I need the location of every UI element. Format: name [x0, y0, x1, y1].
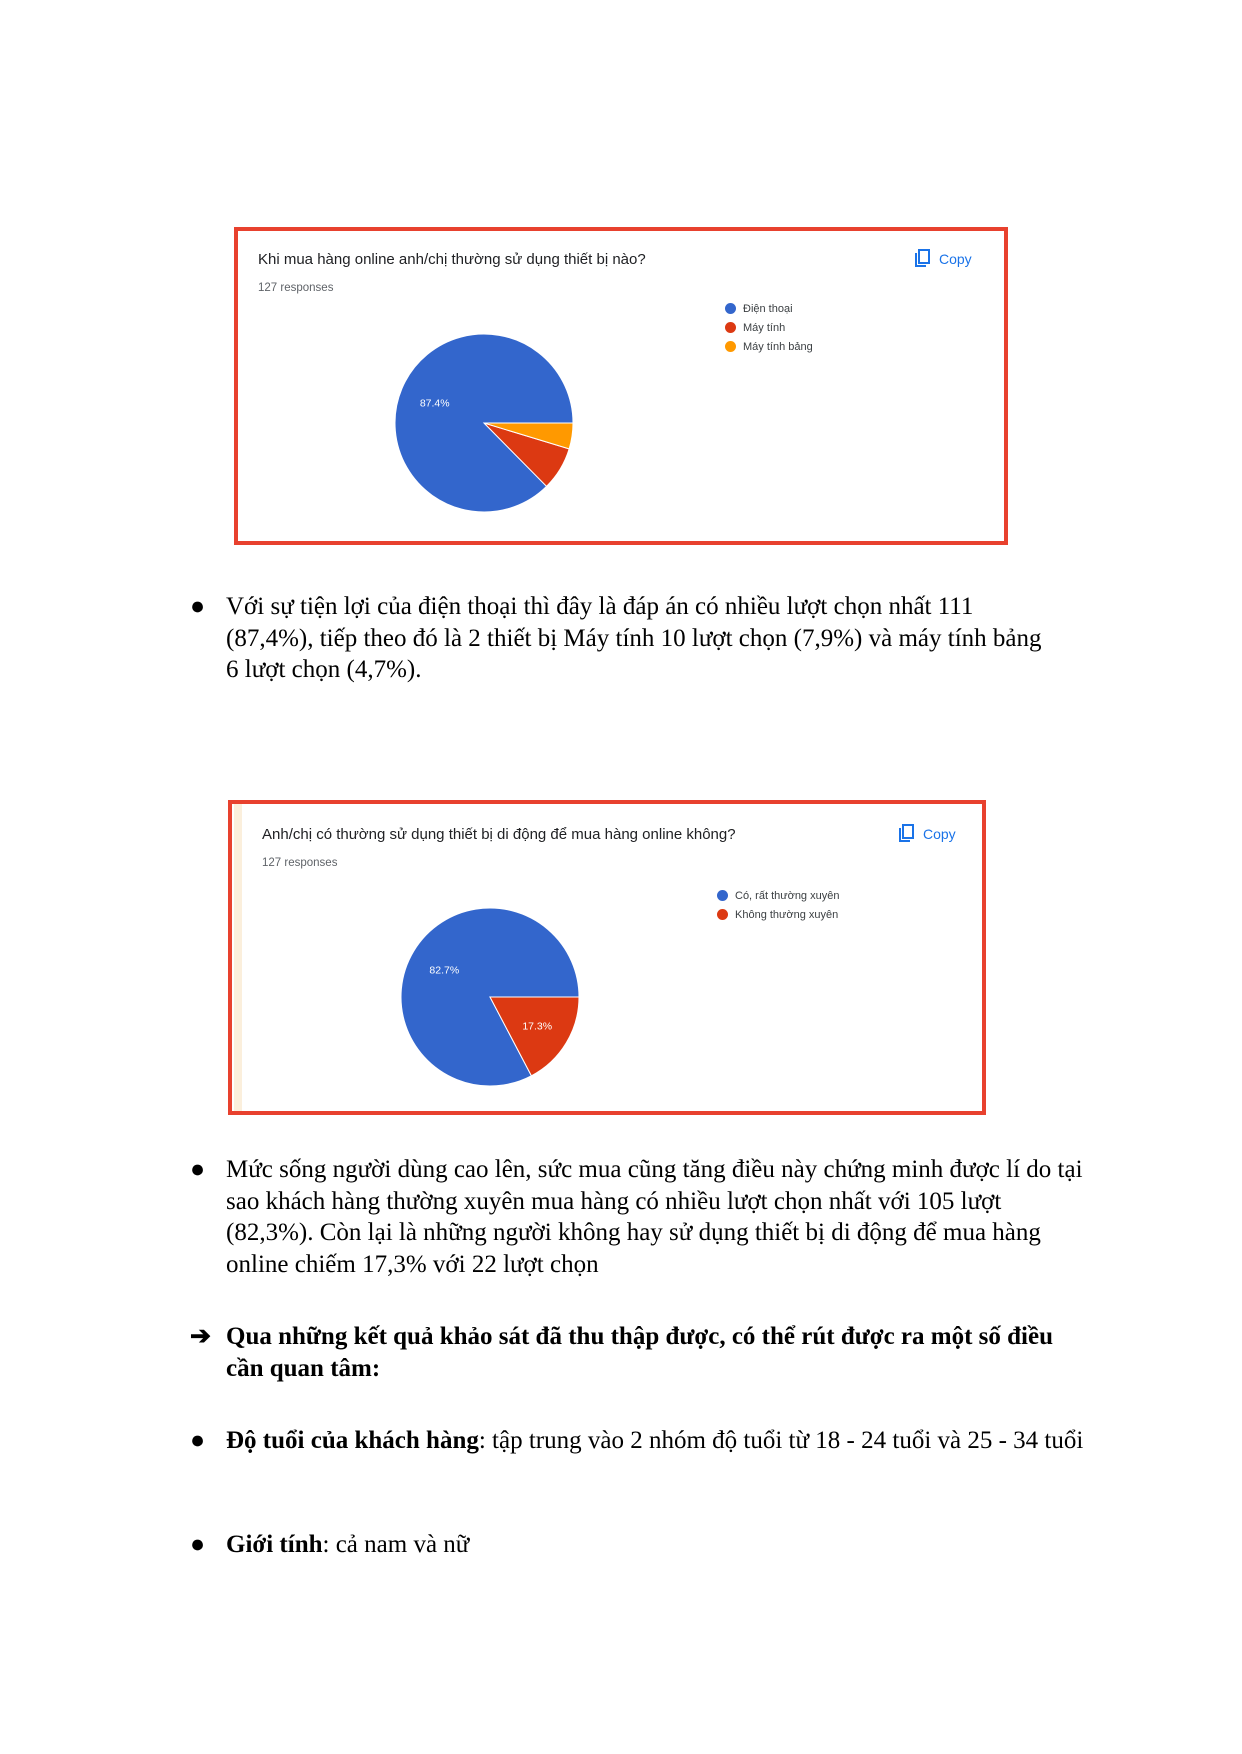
age-label: Độ tuổi của khách hàng [226, 1427, 479, 1454]
copy-icon [898, 824, 915, 843]
chart-legend [725, 299, 813, 356]
legend-label: Máy tính [743, 321, 786, 334]
pie-chart-devices [384, 323, 584, 523]
bullet-marker: ● [190, 593, 206, 620]
copy-label: Copy [923, 825, 956, 842]
slice-label: 82.7% [429, 964, 460, 977]
conclusion-heading [190, 1321, 1095, 1384]
bullet-marker: ● [190, 1531, 206, 1558]
paragraph-devices [190, 591, 1060, 686]
slice-label: 17.3% [522, 1020, 553, 1033]
response-count: 127 responses [262, 857, 338, 869]
conclusion-text: Qua những kết quả khảo sát đã thu thập được, có thể rút được ra một số điều cần quan tâm: [226, 1323, 1053, 1382]
copy-icon [914, 249, 931, 268]
paragraph-gender [190, 1529, 1095, 1561]
paragraph-age-group [190, 1425, 1095, 1457]
paragraph-text: Mức sống người dùng cao lên, sức mua cũng tăng điều này chứng minh được lí do tại sao khách hàng thường xuyên mua hàng có nhiều lượt chọn nhất với 105 lượt (82,3%). Còn lại là những người không hay sử dụng thiết bị di động để mua hàng online chiếm 17,3% với 22 lượt chọn [226, 1156, 1083, 1278]
pie-chart-mobile-usage [390, 897, 590, 1097]
legend-swatch [717, 909, 728, 920]
chart-legend [717, 886, 839, 924]
legend-swatch [725, 303, 736, 314]
chart-card-mobile-usage [228, 800, 986, 1115]
legend-item[interactable] [717, 886, 839, 905]
legend-item[interactable] [725, 318, 813, 337]
gender-label: Giới tính [226, 1531, 323, 1558]
legend-label: Không thường xuyên [735, 908, 839, 921]
legend-label: Điện thoại [743, 302, 793, 315]
copy-button[interactable] [914, 249, 972, 268]
chart-card-devices [234, 227, 1008, 545]
chart-title: Anh/chị có thường sử dụng thiết bị di động để mua hàng online không? [262, 826, 736, 843]
legend-item[interactable] [725, 299, 813, 318]
copy-button[interactable] [898, 824, 956, 843]
paragraph-mobile-usage [190, 1154, 1095, 1280]
bullet-marker: ● [190, 1156, 206, 1183]
slice-label: 87.4% [419, 397, 450, 410]
response-count: 127 responses [258, 282, 334, 294]
legend-label: Có, rất thường xuyên [735, 889, 840, 902]
paragraph-text: Với sự tiện lợi của điện thoại thì đây là đáp án có nhiều lượt chọn nhất 111 (87,4%), tiếp theo đó là 2 thiết bị Máy tính 10 lượt chọn (7,9%) và máy tính bảng 6 lượt chọn (4,7%). [226, 593, 1042, 683]
arrow-marker: ➔ [190, 1323, 211, 1350]
gender-text: : cả nam và nữ [322, 1531, 470, 1558]
legend-swatch [717, 890, 728, 901]
chart-title: Khi mua hàng online anh/chị thường sử dụng thiết bị nào? [258, 251, 646, 268]
legend-swatch [725, 341, 736, 352]
bullet-marker: ● [190, 1427, 206, 1454]
legend-item[interactable] [725, 337, 813, 356]
copy-label: Copy [939, 250, 972, 267]
legend-item[interactable] [717, 905, 839, 924]
legend-label: Máy tính bảng [743, 340, 813, 353]
legend-swatch [725, 322, 736, 333]
age-text: : tập trung vào 2 nhóm độ tuổi từ 18 - 24 tuổi và 25 - 34 tuổi [478, 1427, 1084, 1454]
